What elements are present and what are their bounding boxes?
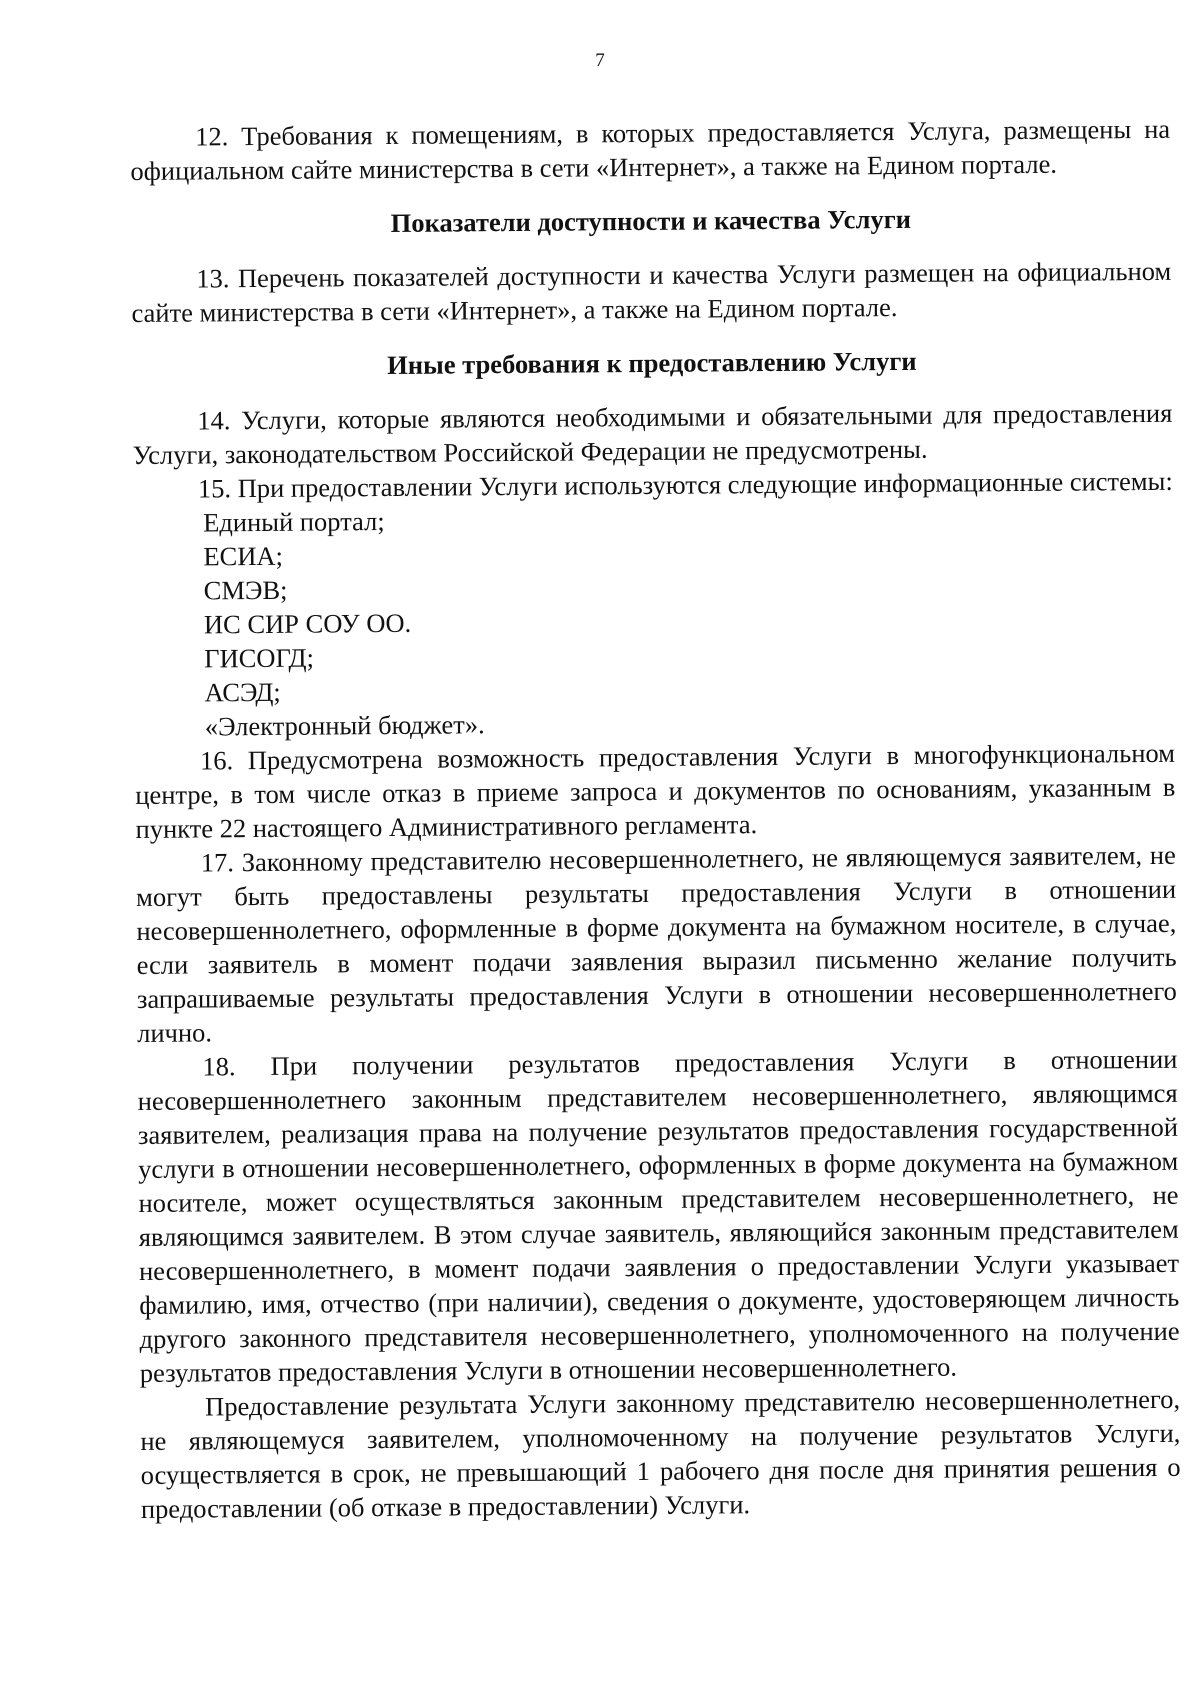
list-item: «Электронный бюджет». — [204, 709, 485, 742]
paragraph-13: 13. Перечень показателей доступности и качества Услуги размещен на официальном сайте министерства в сети «Интернет», а также на Едином портале. — [131, 255, 1172, 328]
list-item: АСЭД; — [204, 676, 281, 708]
heading-other-requirements: Иные требования к предоставлению Услуги — [387, 345, 917, 380]
paragraph-16: 16. Предусмотрена возможность предоставления Услуги в многофункциональном центре, в том числе отказ в приеме запроса и документов по основаниям, указанным в пункте 22 настоящего Административного регламента. — [135, 737, 1176, 844]
paragraph-14: 14. Услуги, которые являются необходимыми и обязательными для предоставления Услуги, законодательством Российской Федерации не предусмотрены. — [132, 397, 1173, 470]
list-item: ЕСИА; — [203, 540, 284, 572]
paragraph-18: 18. При получении результатов предоставления Услуги в отношении несовершеннолетнего законным представителем несовершеннолетнего, являющимся заявителем, реализация права на получение результатов предоставления государственной услуги в отношении несовершеннолетнего, оформленных в форме документа на бумажном носителе, может осуществляться законным представителем несовершеннолетнего, не являющимся заявителем. В этом случае заявитель, являющийся законным представителем несовершеннолетнего, в момент подачи заявления о предоставлении Услуги указывает фамилию, имя, отчество (при наличии), сведения о документе, удостоверяющем личность другого законного представителя несовершеннолетнего, уполномоченного на получение результатов предоставления Услуги в отношении несовершеннолетнего. — [137, 1043, 1180, 1388]
list-item: ИС СИР СОУ ОО. — [203, 607, 412, 640]
information-systems-list — [133, 498, 1175, 744]
paragraph-17: 17. Законному представителю несовершеннолетнего, не являющемуся заявителем, не могут быть предоставлены результаты предоставления Услуги в отношении несовершеннолетнего, оформленные в форме документа на бумажном носителе, в случае, если заявитель в момент подачи заявления выразил письменно желание получить запрашиваемые результаты предоставления Услуги в отношении несовершеннолетнего лично. — [135, 839, 1177, 1048]
paragraph-15: 15. При предоставлении Услуги используются следующие информационные системы: — [197, 465, 1173, 504]
page-number: 7 — [595, 50, 605, 71]
heading-quality-indicators: Показатели доступности и качества Услуги — [390, 203, 912, 238]
paragraph-18-continuation: Предоставление результата Услуги законному представителю несовершеннолетнего, не являющемуся заявителем, уполномоченному на получение результатов Услуги, осуществляется в срок, не превышающий 1 рабочего дня после дня принятия решения о предоставлении (об отказе в предоставлении) Услуги. — [140, 1383, 1181, 1524]
list-item: СМЭВ; — [203, 574, 288, 606]
document-body — [130, 112, 1181, 1526]
list-item: ГИСОГД; — [204, 642, 315, 674]
list-item: Единый портал; — [203, 506, 385, 538]
paragraph-12: 12. Требования к помещениям, в которых предоставляется Услуга, размещены на официальном сайте министерства в сети «Интернет», а также на Едином портале. — [130, 113, 1171, 186]
